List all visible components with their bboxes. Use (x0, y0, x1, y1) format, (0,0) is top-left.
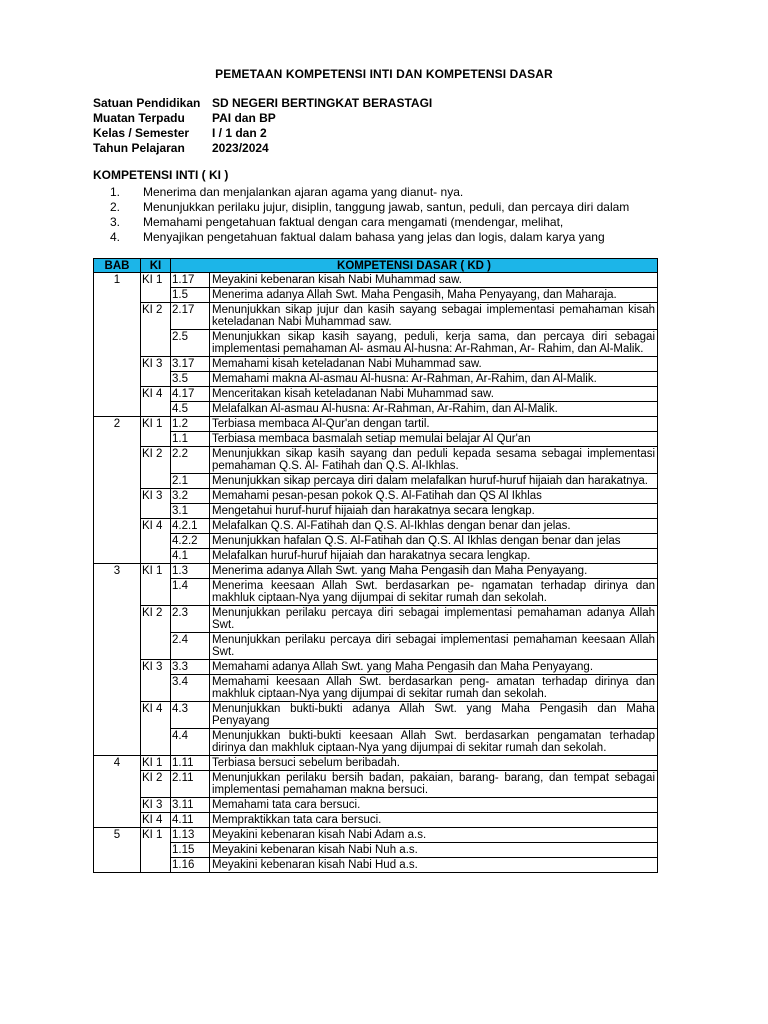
kd-number-cell: 4.2.1 (171, 519, 210, 534)
kd-number-cell: 4.2.2 (171, 534, 210, 549)
ki-cell (141, 372, 171, 387)
ki-number: 3. (110, 215, 121, 229)
bab-cell (94, 534, 141, 549)
kd-number-cell: 3.4 (171, 675, 210, 702)
ki-cell: KI 1 (141, 756, 171, 771)
kd-number-cell: 2.2 (171, 447, 210, 474)
bab-cell (94, 357, 141, 372)
table-row (94, 432, 658, 447)
ki-cell: KI 4 (141, 702, 171, 729)
kd-text-cell: Menerima adanya Allah Swt. yang Maha Pengasih dan Maha Penyayang. (210, 564, 658, 579)
bab-cell (94, 843, 141, 858)
bab-cell: 4 (94, 756, 141, 771)
kd-number-cell: 3.2 (171, 489, 210, 504)
kd-number-cell: 3.1 (171, 504, 210, 519)
kd-text-cell: Menunjukkan bukti-bukti keesaan Allah Swt. berdasarkan pengamatan terhadap dirinya dan makhluk ciptaan-Nya yang dijumpai di sekitar rumah dan sekolah. (210, 729, 658, 756)
kd-number-cell: 2.4 (171, 633, 210, 660)
bab-cell: 5 (94, 828, 141, 843)
kd-number-cell: 2.3 (171, 606, 210, 633)
kd-number-cell: 1.5 (171, 288, 210, 303)
kd-text-cell: Menunjukkan perilaku bersih badan, pakaian, barang- barang, dan tempat sebagai implementasi pemahaman makna bersuci. (210, 771, 658, 798)
ki-cell (141, 633, 171, 660)
kd-text-cell: Melafalkan Al-asmau Al-husna: Ar-Rahman, Ar-Rahim, dan Al-Malik. (210, 402, 658, 417)
kd-number-cell: 4.1 (171, 549, 210, 564)
ki-item (110, 185, 655, 200)
meta-row (93, 126, 432, 141)
ki-cell (141, 843, 171, 858)
ki-cell: KI 3 (141, 660, 171, 675)
ki-text: Menunjukkan perilaku jujur, disiplin, tanggung jawab, santun, peduli, dan percaya diri dalam (143, 200, 630, 214)
kd-text-cell: Meyakini kebenaran kisah Nabi Adam a.s. (210, 828, 658, 843)
meta-row (93, 111, 432, 126)
page-title: PEMETAAN KOMPETENSI INTI DAN KOMPETENSI DASAR (215, 67, 553, 81)
ki-item (110, 230, 655, 245)
table-row (94, 387, 658, 402)
kd-text-cell: Terbiasa bersuci sebelum beribadah. (210, 756, 658, 771)
bab-cell (94, 858, 141, 873)
kd-number-cell: 1.13 (171, 828, 210, 843)
bab-cell (94, 702, 141, 729)
meta-label: Muatan Terpadu (93, 111, 185, 125)
kd-number-cell: 1.2 (171, 417, 210, 432)
meta-row (93, 141, 432, 156)
kd-text-cell: Melafalkan Q.S. Al-Fatihah dan Q.S. Al-Ikhlas dengan benar dan jelas. (210, 519, 658, 534)
kd-text-cell: Meyakini kebenaran kisah Nabi Hud a.s. (210, 858, 658, 873)
kd-number-cell: 3.17 (171, 357, 210, 372)
bab-cell (94, 660, 141, 675)
table-row (94, 756, 658, 771)
kd-text-cell: Menunjukkan bukti-bukti adanya Allah Swt. yang Maha Pengasih dan Maha Penyayang (210, 702, 658, 729)
ki-cell: KI 3 (141, 489, 171, 504)
kd-text-cell: Menunjukkan sikap percaya diri dalam melafalkan huruf-huruf hijaiah dan harakatnya. (210, 474, 658, 489)
kd-number-cell: 1.11 (171, 756, 210, 771)
table-row (94, 372, 658, 387)
header-bab: BAB (94, 259, 141, 273)
bab-cell (94, 729, 141, 756)
table-row (94, 549, 658, 564)
bab-cell (94, 798, 141, 813)
kd-text-cell: Melafalkan huruf-huruf hijaiah dan harakatnya secara lengkap. (210, 549, 658, 564)
table-row (94, 729, 658, 756)
bab-cell (94, 372, 141, 387)
kd-text-cell: Menerima adanya Allah Swt. Maha Pengasih, Maha Penyayang, dan Maharaja. (210, 288, 658, 303)
ki-heading: KOMPETENSI INTI ( KI ) (93, 168, 229, 182)
bab-cell (94, 675, 141, 702)
kd-text-cell: Menunjukkan sikap kasih sayang dan peduli kepada sesama sebagai implementasi pemahaman Q.S. Al- Fatihah dan Q.S. Al-Ikhlas. (210, 447, 658, 474)
meta-label: Tahun Pelajaran (93, 141, 185, 155)
ki-text: Menerima dan menjalankan ajaran agama yang dianut- nya. (143, 185, 464, 199)
table-row (94, 675, 658, 702)
ki-cell: KI 4 (141, 813, 171, 828)
bab-cell (94, 549, 141, 564)
kd-number-cell: 1.15 (171, 843, 210, 858)
header-ki: KI (141, 259, 171, 273)
kd-text-cell: Menceritakan kisah keteladanan Nabi Muhammad saw. (210, 387, 658, 402)
kd-text-cell: Meyakini kebenaran kisah Nabi Muhammad saw. (210, 273, 658, 288)
ki-cell: KI 4 (141, 387, 171, 402)
kd-number-cell: 2.11 (171, 771, 210, 798)
bab-cell: 3 (94, 564, 141, 579)
table-row (94, 843, 658, 858)
header-kd: KOMPETENSI DASAR ( KD ) (171, 259, 658, 273)
ki-cell: KI 4 (141, 519, 171, 534)
ki-cell: KI 2 (141, 771, 171, 798)
identity-block (93, 96, 432, 156)
meta-value: PAI dan BP (212, 111, 276, 125)
meta-value: SD NEGERI BERTINGKAT BERASTAGI (212, 96, 433, 110)
kd-number-cell: 1.3 (171, 564, 210, 579)
table-row (94, 357, 658, 372)
table-row (94, 303, 658, 330)
table-row (94, 504, 658, 519)
bab-cell (94, 579, 141, 606)
bab-cell: 2 (94, 417, 141, 432)
ki-cell: KI 1 (141, 828, 171, 843)
bab-cell (94, 633, 141, 660)
kd-text-cell: Menunjukkan hafalan Q.S. Al-Fatihah dan Q.S. Al Ikhlas dengan benar dan jelas (210, 534, 658, 549)
kd-number-cell: 3.11 (171, 798, 210, 813)
table-row (94, 633, 658, 660)
ki-cell (141, 330, 171, 357)
kd-number-cell: 4.3 (171, 702, 210, 729)
kd-text-cell: Meyakini kebenaran kisah Nabi Nuh a.s. (210, 843, 658, 858)
kd-number-cell: 3.5 (171, 372, 210, 387)
kd-number-cell: 1.17 (171, 273, 210, 288)
ki-number: 1. (110, 185, 121, 199)
meta-value: I / 1 dan 2 (212, 126, 267, 140)
kd-number-cell: 1.4 (171, 579, 210, 606)
ki-cell (141, 474, 171, 489)
kd-text-cell: Memahami tata cara bersuci. (210, 798, 658, 813)
bab-cell (94, 606, 141, 633)
kd-number-cell: 2.1 (171, 474, 210, 489)
kd-number-cell: 4.17 (171, 387, 210, 402)
ki-cell (141, 579, 171, 606)
ki-item (110, 215, 655, 230)
table-row (94, 447, 658, 474)
kd-text-cell: Memahami kisah keteladanan Nabi Muhammad saw. (210, 357, 658, 372)
kd-text-cell: Menunjukkan sikap kasih sayang, peduli, kerja sama, dan percaya diri sebagai implementasi pemahaman Al- asmau Al-husna: Ar-Rahman, Ar- Rahim, dan Al-Malik. (210, 330, 658, 357)
kd-number-cell: 2.5 (171, 330, 210, 357)
kd-text-cell: Mengetahui huruf-huruf hijaiah dan harakatnya secara lengkap. (210, 504, 658, 519)
table-row (94, 474, 658, 489)
kd-text-cell: Menunjukkan sikap jujur dan kasih sayang sebagai implementasi pemahaman kisah keteladanan Nabi Muhammad saw. (210, 303, 658, 330)
bab-cell (94, 771, 141, 798)
table-row (94, 534, 658, 549)
ki-cell: KI 1 (141, 273, 171, 288)
kd-text-cell: Terbiasa membaca basmalah setiap memulai belajar Al Qur'an (210, 432, 658, 447)
ki-cell: KI 2 (141, 447, 171, 474)
kd-text-cell: Menerima keesaan Allah Swt. berdasarkan pe- ngamatan terhadap dirinya dan makhluk ciptaan-Nya yang dijumpai di sekitar rumah dan sekolah. (210, 579, 658, 606)
bab-cell (94, 303, 141, 330)
kd-number-cell: 3.3 (171, 660, 210, 675)
bab-cell (94, 813, 141, 828)
kd-text-cell: Memahami adanya Allah Swt. yang Maha Pengasih dan Maha Penyayang. (210, 660, 658, 675)
kd-table (93, 258, 658, 873)
ki-cell (141, 729, 171, 756)
kd-text-cell: Terbiasa membaca Al-Qur'an dengan tartil. (210, 417, 658, 432)
ki-item (110, 200, 655, 215)
ki-text: Memahami pengetahuan faktual dengan cara mengamati (mendengar, melihat, (143, 215, 564, 229)
table-row (94, 798, 658, 813)
kd-number-cell: 4.5 (171, 402, 210, 417)
ki-cell (141, 504, 171, 519)
table-row (94, 660, 658, 675)
bab-cell (94, 402, 141, 417)
bab-cell (94, 432, 141, 447)
kd-text-cell: Memahami pesan-pesan pokok Q.S. Al-Fatihah dan QS Al Ikhlas (210, 489, 658, 504)
table-row (94, 579, 658, 606)
table-row (94, 858, 658, 873)
table-row (94, 771, 658, 798)
bab-cell (94, 387, 141, 402)
table-row (94, 828, 658, 843)
bab-cell: 1 (94, 273, 141, 288)
ki-cell: KI 1 (141, 564, 171, 579)
ki-cell (141, 288, 171, 303)
table-row (94, 813, 658, 828)
table-row (94, 519, 658, 534)
ki-cell (141, 675, 171, 702)
bab-cell (94, 447, 141, 474)
kd-text-cell: Memahami keesaan Allah Swt. berdasarkan peng- amatan terhadap dirinya dan makhluk ciptaan-Nya yang dijumpai di sekitar rumah dan sekolah. (210, 675, 658, 702)
table-row (94, 606, 658, 633)
table-row (94, 273, 658, 288)
meta-label: Satuan Pendidikan (93, 96, 201, 110)
kd-text-cell: Menunjukkan perilaku percaya diri sebagai implementasi pemahaman keesaan Allah Swt. (210, 633, 658, 660)
table-row (94, 417, 658, 432)
ki-cell: KI 2 (141, 303, 171, 330)
ki-cell (141, 858, 171, 873)
kd-number-cell: 1.16 (171, 858, 210, 873)
kd-number-cell: 4.4 (171, 729, 210, 756)
ki-list (110, 185, 655, 245)
ki-number: 4. (110, 230, 121, 244)
ki-cell: KI 1 (141, 417, 171, 432)
table-header-row (94, 259, 658, 273)
kd-number-cell: 2.17 (171, 303, 210, 330)
kd-text-cell: Mempraktikkan tata cara bersuci. (210, 813, 658, 828)
table-row (94, 288, 658, 303)
meta-label: Kelas / Semester (93, 126, 190, 140)
ki-cell: KI 2 (141, 606, 171, 633)
ki-cell: KI 3 (141, 357, 171, 372)
kd-number-cell: 4.11 (171, 813, 210, 828)
ki-text: Menyajikan pengetahuan faktual dalam bahasa yang jelas dan logis, dalam karya yang (143, 230, 605, 244)
kd-text-cell: Memahami makna Al-asmau Al-husna: Ar-Rahman, Ar-Rahim, dan Al-Malik. (210, 372, 658, 387)
bab-cell (94, 330, 141, 357)
bab-cell (94, 504, 141, 519)
bab-cell (94, 474, 141, 489)
table-row (94, 330, 658, 357)
bab-cell (94, 519, 141, 534)
table-row (94, 702, 658, 729)
meta-value: 2023/2024 (212, 141, 269, 155)
ki-cell (141, 432, 171, 447)
meta-row (93, 96, 432, 111)
table-row (94, 489, 658, 504)
ki-cell (141, 534, 171, 549)
table-row (94, 402, 658, 417)
ki-cell (141, 549, 171, 564)
ki-cell: KI 3 (141, 798, 171, 813)
ki-number: 2. (110, 200, 121, 214)
bab-cell (94, 489, 141, 504)
kd-number-cell: 1.1 (171, 432, 210, 447)
bab-cell (94, 288, 141, 303)
table-row (94, 564, 658, 579)
ki-cell (141, 402, 171, 417)
kd-text-cell: Menunjukkan perilaku percaya diri sebagai implementasi pemahaman adanya Allah Swt. (210, 606, 658, 633)
